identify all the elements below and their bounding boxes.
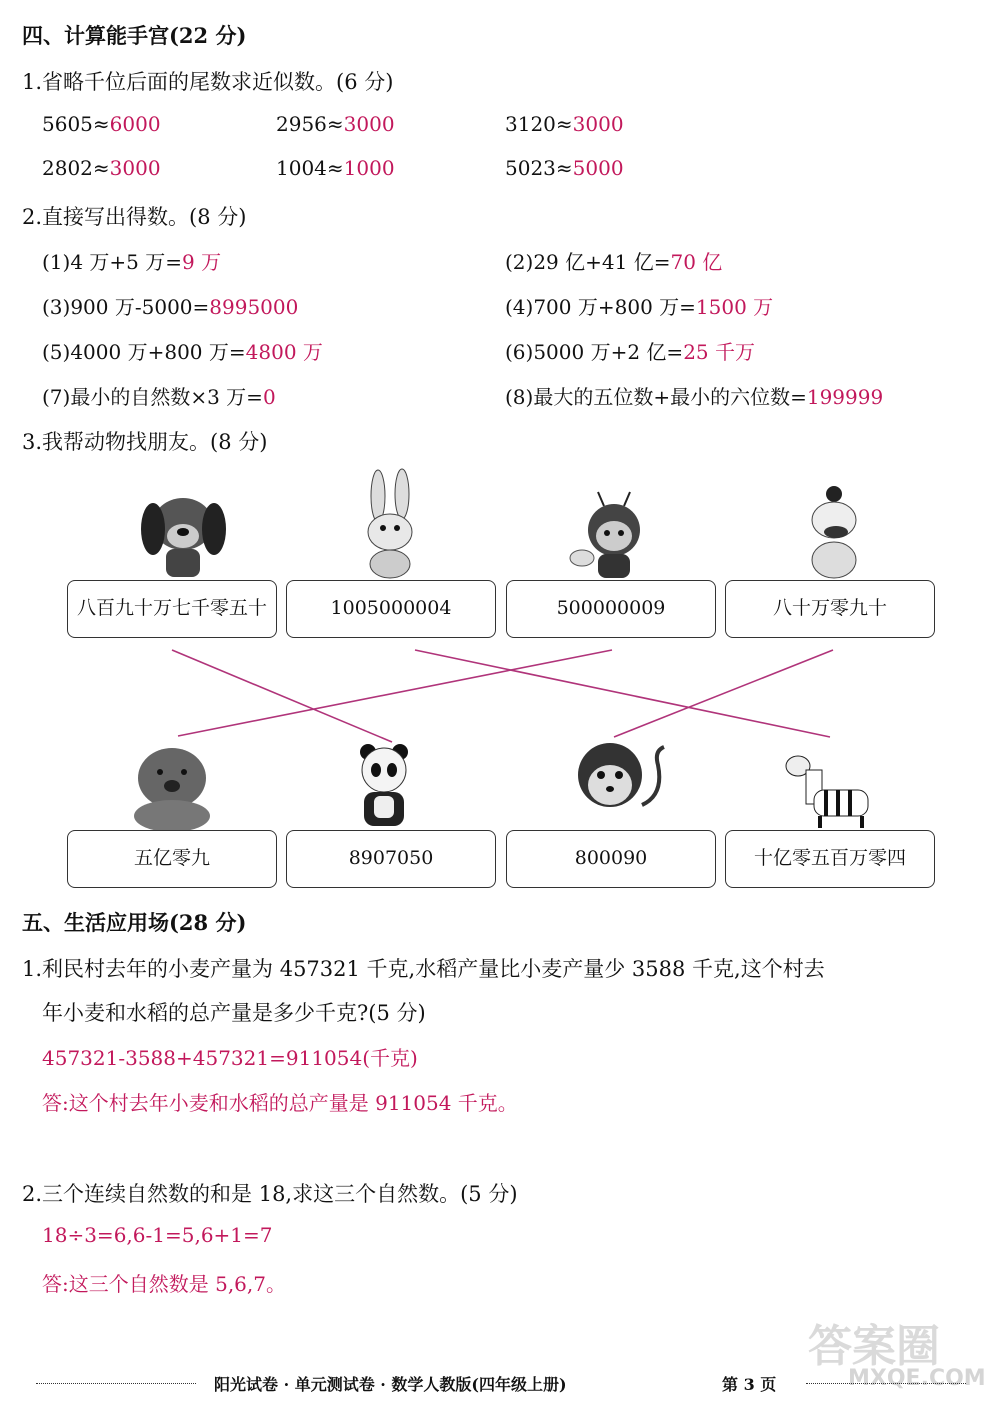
- calc-item: (8)最大的五位数+最小的六位数=199999: [505, 385, 884, 409]
- panda-icon: [344, 740, 424, 830]
- approx-item: 2956≈3000: [276, 112, 395, 136]
- match-line: [178, 650, 612, 736]
- footer-title: 阳光试卷 · 单元测试卷 · 数学人教版(四年级上册): [214, 1375, 567, 1394]
- calc-item: (7)最小的自然数×3 万=0: [42, 385, 276, 409]
- problem-1-answer: 答:这个村去年小麦和水稻的总产量是 911054 千克。: [42, 1091, 518, 1115]
- zebra-icon: [780, 752, 880, 830]
- problem-1-text-line1: 1.利民村去年的小麦产量为 457321 千克,水稻产量比小麦产量少 3588 千克,这个村去: [22, 957, 825, 981]
- footer-divider-left: [36, 1383, 196, 1384]
- top-number-box: 1005000004: [286, 580, 496, 638]
- match-line: [172, 650, 392, 742]
- page-number: 第 3 页: [722, 1375, 777, 1394]
- calc-item: (2)29 亿+41 亿=70 亿: [505, 250, 723, 274]
- calc-item: (6)5000 万+2 亿=25 千万: [505, 340, 755, 364]
- q1-title: 1.省略千位后面的尾数求近似数。(6 分): [22, 70, 394, 94]
- top-number-box: 500000009: [506, 580, 716, 638]
- bottom-number-box: 800090: [506, 830, 716, 888]
- approx-item: 3120≈3000: [505, 112, 624, 136]
- bottom-number-box: 十亿零五百万零四: [725, 830, 935, 888]
- calc-item: (1)4 万+5 万=9 万: [42, 250, 222, 274]
- bird-icon: [124, 740, 220, 830]
- calc-item: (4)700 万+800 万=1500 万: [505, 295, 774, 319]
- approx-item: 5605≈6000: [42, 112, 161, 136]
- q2-title: 2.直接写出得数。(8 分): [22, 205, 247, 229]
- rabbit-icon: [350, 468, 430, 580]
- footer-divider-right: [806, 1383, 966, 1384]
- problem-2-answer: 答:这三个自然数是 5,6,7。: [42, 1272, 286, 1296]
- section-5-title: 五、生活应用场(28 分): [22, 910, 247, 935]
- calc-item: (5)4000 万+800 万=4800 万: [42, 340, 323, 364]
- calc-item: (3)900 万-5000=8995000: [42, 295, 299, 319]
- problem-2-work: 18÷3=6,6-1=5,6+1=7: [42, 1223, 273, 1247]
- duck-icon: [796, 480, 876, 582]
- top-number-box: 八百九十万七千零五十: [67, 580, 277, 638]
- match-line: [415, 650, 830, 737]
- top-number-box: 八十万零九十: [725, 580, 935, 638]
- approx-item: 2802≈3000: [42, 156, 161, 180]
- watermark: 答案圈: [808, 1321, 940, 1372]
- bottom-number-box: 8907050: [286, 830, 496, 888]
- watermark-url: MXQE.COM: [848, 1366, 986, 1391]
- problem-1-work: 457321-3588+457321=911054(千克): [42, 1046, 418, 1070]
- monkey-icon: [554, 735, 674, 830]
- problem-1-text-line2: 年小麦和水稻的总产量是多少千克?(5 分): [42, 1001, 426, 1025]
- dog-icon: [128, 484, 238, 579]
- problem-2-text: 2.三个连续自然数的和是 18,求这三个自然数。(5 分): [22, 1182, 518, 1206]
- q3-title: 3.我帮动物找朋友。(8 分): [22, 430, 268, 454]
- approx-item: 1004≈1000: [276, 156, 395, 180]
- section-4-title: 四、计算能手宫(22 分): [22, 23, 247, 48]
- bottom-number-box: 五亿零九: [67, 830, 277, 888]
- approx-item: 5023≈5000: [505, 156, 624, 180]
- bee-icon: [568, 488, 668, 580]
- match-line: [614, 650, 833, 737]
